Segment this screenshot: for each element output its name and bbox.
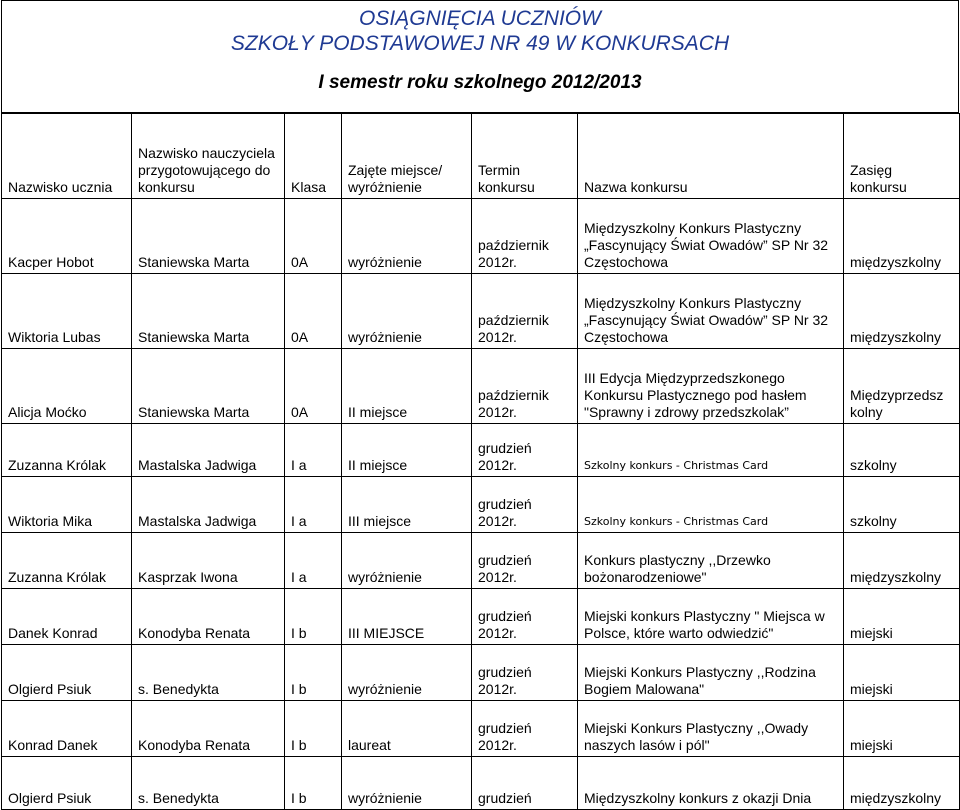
cell-student-name: Kacper Hobot <box>2 199 132 274</box>
cell-class: I a <box>285 424 342 477</box>
cell-teacher-name: Staniewska Marta <box>132 274 285 349</box>
cell-student-name: Olgierd Psiuk <box>2 757 132 810</box>
cell-place-award: wyróżnienie <box>342 199 472 274</box>
column-header-student-name: Nazwisko ucznia <box>2 114 132 199</box>
column-header-contest-name: Nazwa konkursu <box>578 114 844 199</box>
cell-contest-name: Międzyszkolny konkurs z okazji Dnia <box>578 757 844 810</box>
table-row <box>2 349 960 424</box>
cell-contest-date: grudzień 2012r. <box>472 424 578 477</box>
cell-place-award: laureat <box>342 701 472 757</box>
cell-class: I a <box>285 477 342 533</box>
cell-contest-date: grudzień 2012r. <box>472 645 578 701</box>
column-header-teacher-name: Nazwisko nauczyciela przygotowującego do konkursu <box>132 114 285 199</box>
cell-place-award: wyróżnienie <box>342 645 472 701</box>
cell-class: I b <box>285 589 342 645</box>
table-row <box>2 533 960 589</box>
cell-contest-date: grudzień 2012r. <box>472 533 578 589</box>
cell-student-name: Wiktoria Lubas <box>2 274 132 349</box>
table-row <box>2 757 960 810</box>
cell-teacher-name: s. Benedykta <box>132 757 285 810</box>
table-row <box>2 701 960 757</box>
cell-teacher-name: Staniewska Marta <box>132 349 285 424</box>
column-header-place-award: Zajęte miejsce/ wyróżnienie <box>342 114 472 199</box>
results-table <box>1 113 960 810</box>
cell-contest-scope: międzyszkolny <box>844 757 960 810</box>
table-row <box>2 645 960 701</box>
cell-place-award: III miejsce <box>342 477 472 533</box>
document-header <box>1 0 959 113</box>
cell-contest-scope: Międzyprzedsz kolny <box>844 349 960 424</box>
cell-contest-scope: szkolny <box>844 477 960 533</box>
semester-heading: I semestr roku szkolnego 2012/2013 <box>318 72 642 93</box>
cell-contest-name: Miejski Konkurs Plastyczny ,,Rodzina Bogiem Malowana" <box>578 645 844 701</box>
cell-contest-date: październik 2012r. <box>472 199 578 274</box>
cell-place-award: II miejsce <box>342 349 472 424</box>
cell-teacher-name: Staniewska Marta <box>132 199 285 274</box>
column-header-class: Klasa <box>285 114 342 199</box>
cell-place-award: II miejsce <box>342 424 472 477</box>
cell-contest-name: Miejski Konkurs Plastyczny ,,Owady naszych lasów i pól" <box>578 701 844 757</box>
cell-class: I b <box>285 757 342 810</box>
cell-contest-date: październik 2012r. <box>472 274 578 349</box>
cell-student-name: Zuzanna Królak <box>2 533 132 589</box>
cell-place-award: wyróżnienie <box>342 757 472 810</box>
cell-contest-date: październik 2012r. <box>472 349 578 424</box>
table-row <box>2 477 960 533</box>
cell-student-name: Wiktoria Mika <box>2 477 132 533</box>
column-header-contest-date: Termin konkursu <box>472 114 578 199</box>
cell-class: 0A <box>285 274 342 349</box>
page-subtitle: SZKOŁY PODSTAWOWEJ NR 49 W KONKURSACH <box>230 32 730 55</box>
cell-contest-date: grudzień <box>472 757 578 810</box>
table-row <box>2 199 960 274</box>
cell-student-name: Danek Konrad <box>2 589 132 645</box>
cell-contest-date: grudzień 2012r. <box>472 701 578 757</box>
cell-contest-scope: międzyszkolny <box>844 274 960 349</box>
cell-place-award: wyróżnienie <box>342 274 472 349</box>
cell-teacher-name: Konodyba Renata <box>132 589 285 645</box>
cell-place-award: III MIEJSCE <box>342 589 472 645</box>
cell-contest-scope: miejski <box>844 589 960 645</box>
cell-contest-name: Międzyszkolny Konkurs Plastyczny „Fascynujący Świat Owadów” SP Nr 32 Częstochowa <box>578 199 844 274</box>
cell-contest-name: Międzyszkolny Konkurs Plastyczny „Fascynujący Świat Owadów” SP Nr 32 Częstochowa <box>578 274 844 349</box>
cell-class: I b <box>285 701 342 757</box>
cell-contest-name: III Edycja Międzyprzedszkonego Konkursu Plastycznego pod hasłem "Sprawny i zdrowy przedszkolak” <box>578 349 844 424</box>
cell-teacher-name: Kasprzak Iwona <box>132 533 285 589</box>
cell-student-name: Olgierd Psiuk <box>2 645 132 701</box>
cell-contest-scope: miejski <box>844 645 960 701</box>
cell-class: 0A <box>285 199 342 274</box>
cell-teacher-name: s. Benedykta <box>132 645 285 701</box>
cell-contest-name: Szkolny konkurs - Christmas Card <box>578 424 844 477</box>
table-header-row <box>2 114 960 199</box>
cell-teacher-name: Mastalska Jadwiga <box>132 424 285 477</box>
cell-class: I b <box>285 645 342 701</box>
cell-contest-name: Miejski konkurs Plastyczny " Miejsca w Polsce, które warto odwiedzić" <box>578 589 844 645</box>
cell-contest-name: Szkolny konkurs - Christmas Card <box>578 477 844 533</box>
cell-contest-scope: międzyszkolny <box>844 533 960 589</box>
cell-contest-date: grudzień 2012r. <box>472 589 578 645</box>
cell-teacher-name: Konodyba Renata <box>132 701 285 757</box>
cell-class: I a <box>285 533 342 589</box>
cell-class: 0A <box>285 349 342 424</box>
cell-student-name: Alicja Moćko <box>2 349 132 424</box>
cell-contest-scope: miejski <box>844 701 960 757</box>
table-row <box>2 424 960 477</box>
cell-teacher-name: Mastalska Jadwiga <box>132 477 285 533</box>
cell-contest-scope: międzyszkolny <box>844 199 960 274</box>
page-title: OSIĄGNIĘCIA UCZNIÓW <box>359 7 601 30</box>
table-row <box>2 589 960 645</box>
cell-contest-date: grudzień 2012r. <box>472 477 578 533</box>
cell-student-name: Zuzanna Królak <box>2 424 132 477</box>
table-row <box>2 274 960 349</box>
cell-contest-name: Konkurs plastyczny ,,Drzewko bożonarodzeniowe" <box>578 533 844 589</box>
column-header-contest-scope: Zasięg konkursu <box>844 114 960 199</box>
cell-place-award: wyróżnienie <box>342 533 472 589</box>
cell-contest-scope: szkolny <box>844 424 960 477</box>
cell-student-name: Konrad Danek <box>2 701 132 757</box>
